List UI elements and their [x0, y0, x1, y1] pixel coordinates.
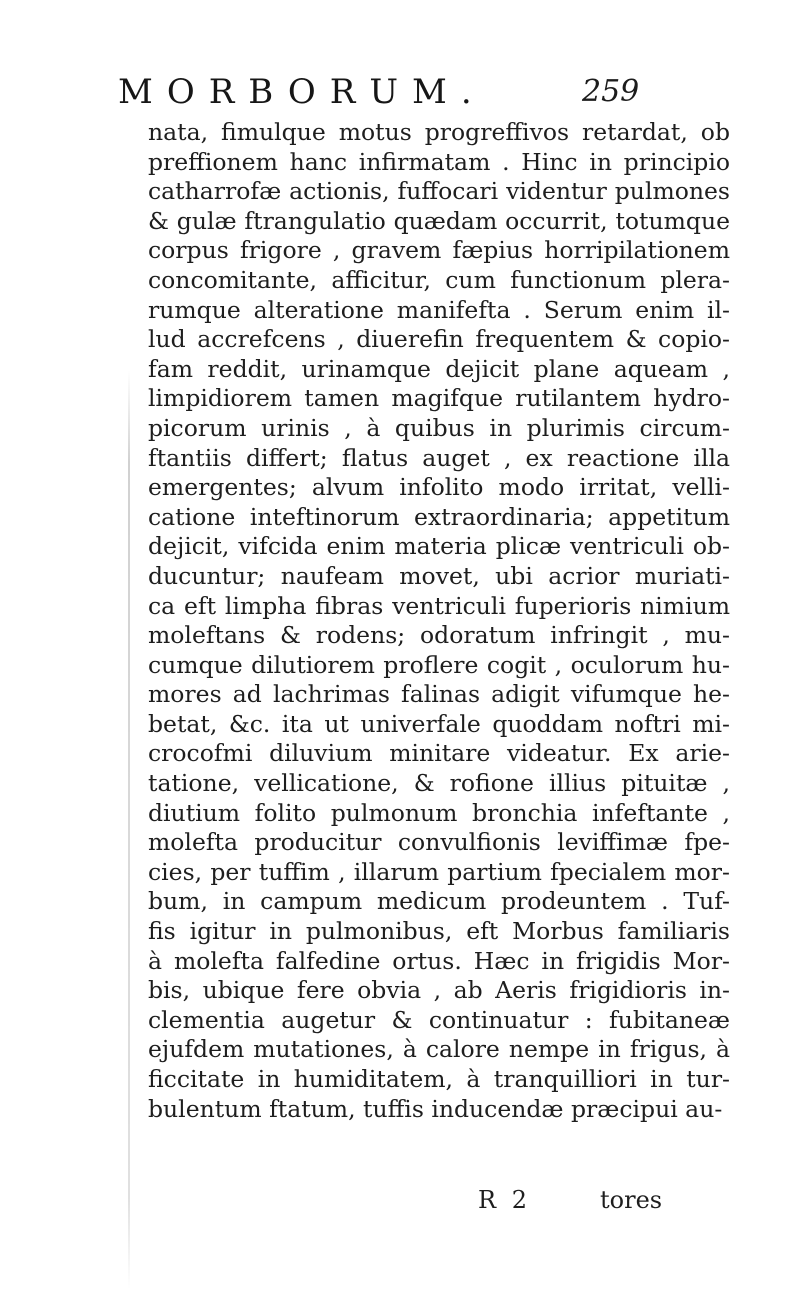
- page-number: 259: [582, 74, 640, 109]
- text-line: cies, per tuffim , illarum partium fpecialem mor-: [148, 857, 730, 886]
- signature-mark: R 2: [478, 1186, 531, 1214]
- text-line: bulentum ftatum, tuffis inducendæ præcipui au-: [148, 1094, 723, 1123]
- text-line: concomitante, afficitur, cum functionum plera-: [148, 265, 730, 294]
- text-line: ftantiis differt; flatus auget , ex reactione illa: [148, 443, 730, 472]
- text-line: tatione, vellicatione, & rofione illius pituitæ ,: [148, 769, 730, 798]
- text-line: ejufdem mutationes, à calore nempe in frigus, à: [148, 1035, 730, 1064]
- text-line: picorum urinis , à quibus in plurimis circum-: [148, 413, 730, 442]
- text-line: crocofmi diluvium minitare videatur. Ex arie-: [148, 739, 730, 768]
- text-line: ducuntur; naufeam movet, ubi acrior muriati-: [148, 561, 730, 590]
- text-line: mores ad lachrimas falinas adigit vifumque he-: [148, 680, 730, 709]
- text-line: rumque alteratione manifefta . Serum enim il-: [148, 295, 730, 324]
- text-line: lud accrefcens , diuerefin frequentem & copio-: [148, 325, 730, 354]
- running-head: [118, 72, 718, 112]
- text-line: ficcitate in humiditatem, à tranquilliori in tur-: [148, 1065, 730, 1093]
- text-line: fis igitur in pulmonibus, eft Morbus familiaris: [148, 917, 730, 946]
- text-line: moleftans & rodens; odoratum infringit , mu-: [148, 621, 730, 650]
- text-line: clementia augetur & continuatur : fubitaneæ: [148, 1005, 730, 1034]
- text-line: catharrofæ actionis, fuffocari videntur pulmones: [148, 177, 730, 206]
- text-line: fam reddit, urinamque dejicit plane aqueam ,: [148, 354, 730, 383]
- text-line: preffionem hanc infirmatam . Hinc in principio: [148, 147, 730, 176]
- text-line: & gulæ ftrangulatio quædam occurrit, totumque: [148, 206, 730, 235]
- text-line: bum, in campum medicum prodeuntem . Tuf-: [148, 887, 730, 916]
- text-line: molefta producitur convulfionis leviffimæ fpe-: [148, 828, 730, 857]
- page-footer: [148, 1185, 730, 1215]
- text-line: betat, &c. ita ut univerfale quoddam noftri mi-: [148, 709, 730, 738]
- text-line: à molefta falfedine ortus. Hæc in frigidis Mor-: [148, 946, 730, 975]
- text-line: cumque dilutiorem proflere cogit , oculorum hu-: [148, 650, 730, 679]
- body-text: [148, 118, 730, 1124]
- text-line: corpus frigore , gravem fæpius horripilationem: [148, 236, 730, 265]
- text-line: nata, fimulque motus progreffivos retardat, ob: [148, 118, 730, 146]
- text-line: emergentes; alvum infolito modo irritat, velli-: [148, 473, 730, 502]
- text-line: dejicit, vifcida enim materia plicæ ventriculi ob-: [148, 532, 730, 561]
- gutter-shadow: [128, 370, 130, 1290]
- text-line: limpidiorem tamen magifque rutilantem hydro-: [148, 384, 730, 413]
- text-line: catione inteftinorum extraordinaria; appetitum: [148, 502, 730, 531]
- catchword: tores: [600, 1186, 663, 1214]
- text-line: bis, ubique fere obvia , ab Aeris frigidioris in-: [148, 976, 730, 1005]
- running-title: MORBORUM.: [118, 72, 486, 112]
- text-line: ca eft limpha fibras ventriculi fuperioris nimium: [148, 591, 730, 620]
- text-line: diutium folito pulmonum bronchia infeftante ,: [148, 798, 730, 827]
